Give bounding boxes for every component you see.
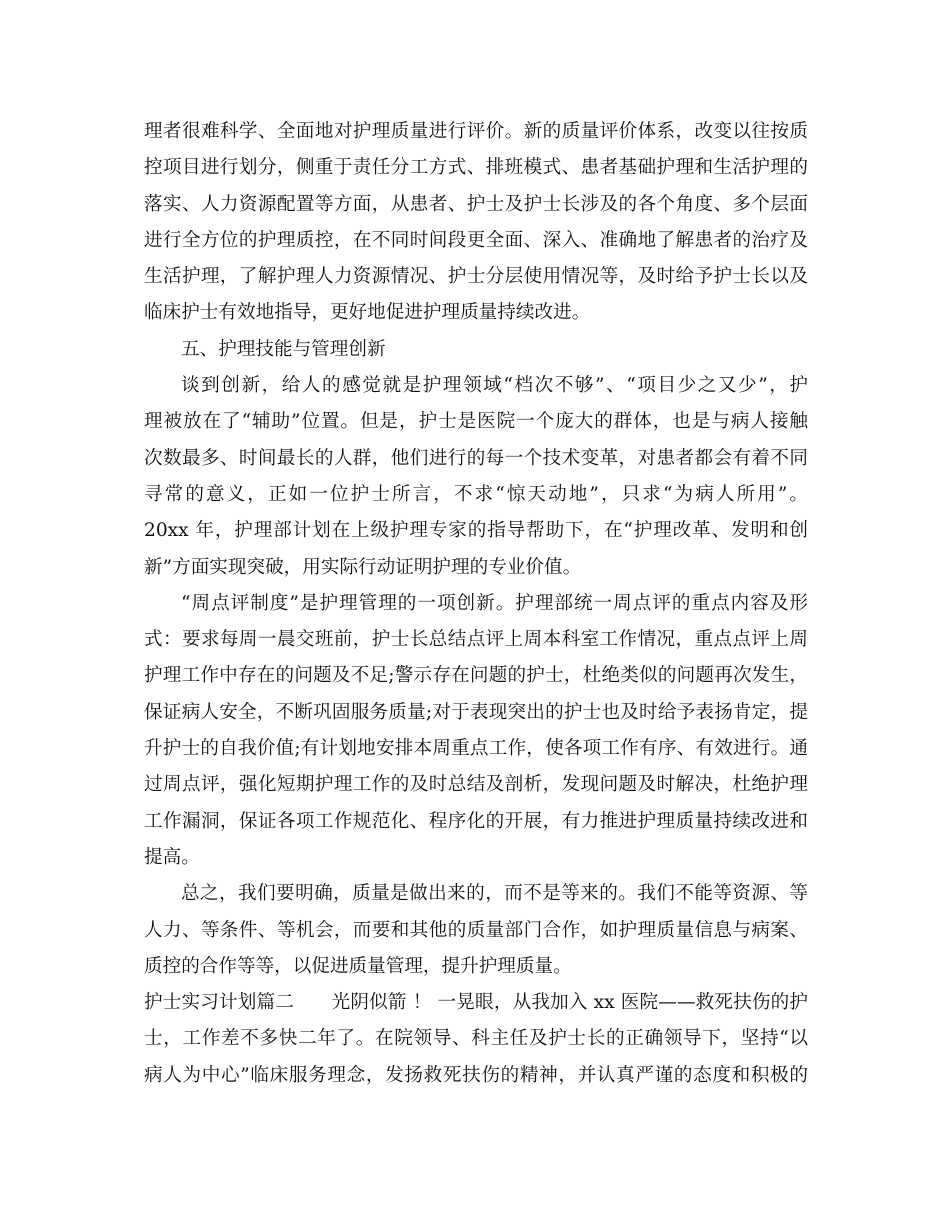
text-line: 临床护士有效地指导，更好地促进护理质量持续改进。 (144, 302, 591, 324)
section-heading: 五、护理技能与管理创新 (181, 338, 386, 360)
text-line: “周点评制度”是护理管理的一项创新。护理部统一周点评的重点内容及形 (181, 592, 808, 614)
text-line: 总之，我们要明确，质量是做出来的，而不是等来的。我们不能等资源、等 (181, 883, 808, 905)
text-line: 理被放在了“辅助”位置。但是，护士是医院一个庞大的群体，也是与病人接触 (144, 411, 808, 433)
text-line: 士，工作差不多快二年了。在院领导、科主任及护士长的正确领导下，坚持“以 (144, 1028, 808, 1050)
text-line: 质控的合作等等，以促进质量管理，提升护理质量。 (144, 955, 572, 977)
text-line: 护士实习计划篇二 光阴似箭 ！ 一晃眼，从我加入 xx 医院——救死扶伤的护 (144, 992, 808, 1014)
text-line: 式：要求每周一晨交班前，护士长总结点评上周本科室工作情况，重点点评上周 (144, 629, 808, 651)
text-line: 落实、人力资源配置等方面，从患者、护士及护士长涉及的各个角度、多个层面 (144, 193, 808, 215)
text-line: 过周点评，强化短期护理工作的及时总结及剖析，发现问题及时解决，杜绝护理 (144, 774, 808, 796)
text-line: 病人为中心”临床服务理念，发扬救死扶伤的精神，并认真严谨的态度和积极的 (144, 1064, 808, 1086)
text-line: 次数最多、时间最长的人群，他们进行的每一个技术变革，对患者都会有着不同 (144, 447, 808, 469)
text-line: 理者很难科学、全面地对护理质量进行评价。新的质量评价体系，改变以往按质 (144, 121, 808, 142)
text-line: 寻常的意义，正如一位护士所言，不求“惊天动地”，只求“为病人所用”。 (144, 483, 808, 505)
document-page (144, 114, 808, 1094)
text-line: 谈到创新，给人的感觉就是护理领域“档次不够”、“项目少之又少”，护 (181, 375, 808, 397)
text-line: 升护士的自我价值;有计划地安排本周重点工作，使各项工作有序、有效进行。通 (144, 738, 808, 760)
text-line: 护理工作中存在的问题及不足;警示存在问题的护士，杜绝类似的问题再次发生， (144, 665, 808, 687)
text-line: 人力、等条件、等机会，而要和其他的质量部门合作，如护理质量信息与病案、 (144, 919, 808, 941)
text-line: 新”方面实现突破，用实际行动证明护理的专业价值。 (144, 556, 582, 578)
text-line: 进行全方位的护理质控，在不同时间段更全面、深入、准确地了解患者的治疗及 (144, 229, 808, 251)
text-line: 保证病人安全，不断巩固服务质量;对于表现突出的护士也及时给予表扬肯定，提 (144, 701, 808, 723)
text-line: 20xx 年，护理部计划在上级护理专家的指导帮助下，在“护理改革、发明和创 (144, 520, 808, 542)
text-line: 控项目进行划分，侧重于责任分工方式、排班模式、患者基础护理和生活护理的 (144, 157, 808, 179)
text-line: 生活护理，了解护理人力资源情况、护士分层使用情况等，及时给予护士长以及 (144, 266, 808, 288)
text-line: 工作漏洞，保证各项工作规范化、程序化的开展，有力推进护理质量持续改进和 (144, 810, 808, 832)
text-line: 提高。 (144, 846, 200, 868)
